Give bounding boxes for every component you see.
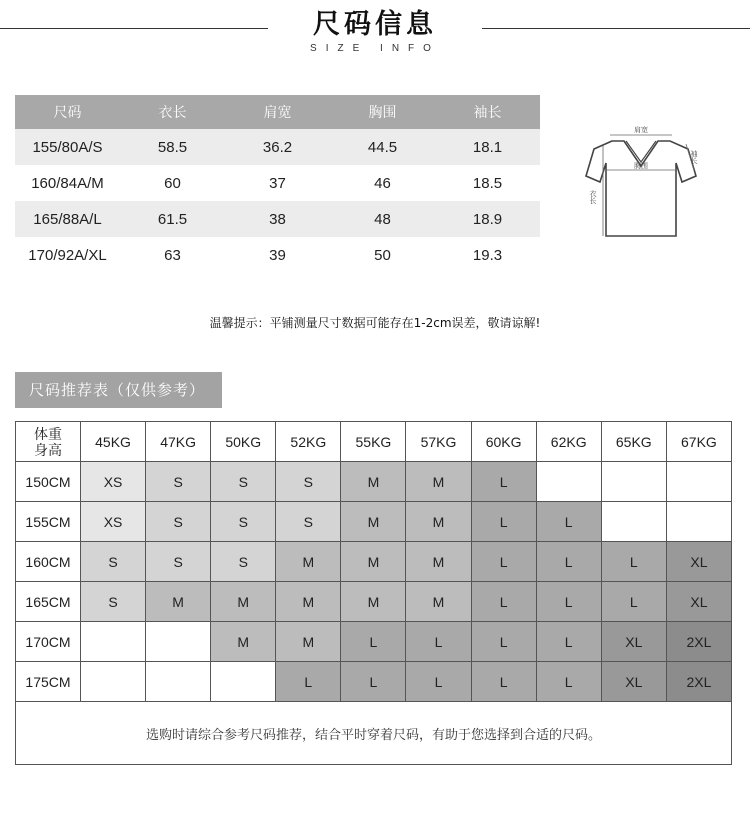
recommend-size-cell: L [406, 622, 471, 662]
recommend-size-cell: L [536, 502, 601, 542]
recommend-size-cell: M [406, 462, 471, 502]
recommend-size-cell [146, 662, 211, 702]
corner-cell [16, 422, 81, 462]
recommend-size-cell: L [471, 622, 536, 662]
recommend-size-cell: S [81, 582, 146, 622]
recommend-size-cell: XL [666, 542, 731, 582]
recommend-size-cell: L [471, 542, 536, 582]
size-cell: 19.3 [472, 246, 503, 264]
size-cell: 155/80A/S [15, 129, 120, 165]
title-rule-right [482, 28, 750, 29]
recommend-footer-row [16, 702, 732, 765]
size-table-row [15, 237, 540, 273]
weight-header: 47KG [146, 422, 211, 462]
recommend-size-cell: L [601, 582, 666, 622]
height-label: 165CM [16, 582, 81, 622]
size-cell: 160/84A/M [31, 174, 104, 192]
size-cell: 170/92A/XL [28, 246, 107, 264]
recommend-size-cell: M [341, 542, 406, 582]
recommend-size-cell: L [471, 662, 536, 702]
recommend-size-cell: L [601, 542, 666, 582]
size-cell: 63 [164, 246, 181, 264]
size-table-header: 衣长 [120, 95, 225, 129]
recommend-size-cell: L [471, 502, 536, 542]
weight-header: 65KG [601, 422, 666, 462]
recommend-size-cell: L [536, 622, 601, 662]
recommend-row [16, 462, 732, 502]
height-label: 170CM [16, 622, 81, 662]
recommend-size-cell [81, 662, 146, 702]
recommend-size-cell: M [341, 582, 406, 622]
recommend-row [16, 542, 732, 582]
recommend-table [15, 421, 732, 765]
recommend-size-cell: L [536, 582, 601, 622]
recommend-size-cell: L [406, 662, 471, 702]
size-cell: 18.1 [435, 129, 540, 165]
page-title: 尺码信息 [313, 9, 437, 40]
chest-label: 胸围 [634, 162, 648, 170]
recommend-size-cell: XS [81, 462, 146, 502]
weight-header: 60KG [471, 422, 536, 462]
recommend-size-cell [81, 622, 146, 662]
weight-header: 67KG [666, 422, 731, 462]
weight-header: 50KG [211, 422, 276, 462]
recommend-size-cell: M [341, 462, 406, 502]
recommend-row [16, 502, 732, 542]
recommend-row [16, 662, 732, 702]
height-label: 160CM [16, 542, 81, 582]
recommend-header-row [16, 422, 732, 462]
size-cell: 61.5 [120, 201, 225, 237]
size-table-header: 肩宽 [225, 95, 330, 129]
recommend-size-cell: S [146, 462, 211, 502]
size-table-header: 袖长 [435, 95, 540, 129]
size-cell: 50 [374, 246, 391, 264]
tshirt-diagram [580, 118, 705, 246]
corner-weight-label: 体重 [34, 425, 62, 442]
size-table-header-row [15, 95, 540, 129]
size-table-header: 胸围 [330, 95, 435, 129]
recommend-size-cell: 2XL [666, 622, 731, 662]
recommend-size-cell: M [406, 582, 471, 622]
recommend-size-cell: S [211, 462, 276, 502]
recommend-size-cell [601, 502, 666, 542]
recommend-footer: 选购时请综合参考尺码推荐，结合平时穿着尺码，有助于您选择到合适的尺码。 [16, 702, 732, 765]
recommend-size-cell: L [471, 462, 536, 502]
recommend-size-cell: M [211, 582, 276, 622]
height-label: 155CM [16, 502, 81, 542]
size-cell: 36.2 [225, 129, 330, 165]
recommend-size-cell: L [276, 662, 341, 702]
sleeve-label: 袖长 [690, 150, 698, 164]
page-subtitle: SIZE INFO [310, 43, 440, 54]
recommend-size-cell: XL [666, 582, 731, 622]
recommend-size-cell [536, 462, 601, 502]
recommend-size-cell [211, 662, 276, 702]
recommend-size-cell: L [471, 582, 536, 622]
recommend-size-cell: S [146, 502, 211, 542]
recommend-size-cell: S [211, 542, 276, 582]
size-table-row [15, 129, 540, 165]
recommend-size-cell: M [276, 622, 341, 662]
size-cell: 60 [164, 174, 181, 192]
recommend-size-cell: S [81, 542, 146, 582]
recommend-size-cell [666, 462, 731, 502]
shoulder-label: 肩宽 [634, 126, 648, 134]
weight-header: 55KG [341, 422, 406, 462]
recommend-size-cell: S [211, 502, 276, 542]
size-cell: 165/88A/L [15, 201, 120, 237]
weight-header: 62KG [536, 422, 601, 462]
recommend-size-cell: M [406, 502, 471, 542]
measurement-notice: 温馨提示：平铺测量尺寸数据可能存在1-2cm误差，敬请谅解! [209, 316, 541, 330]
tshirt-outline [586, 141, 696, 236]
size-cell: 44.5 [330, 129, 435, 165]
recommend-size-cell: L [536, 662, 601, 702]
recommend-size-cell: 2XL [666, 662, 731, 702]
recommend-size-cell: M [406, 542, 471, 582]
recommend-size-cell: S [276, 462, 341, 502]
recommend-size-cell: L [536, 542, 601, 582]
length-label: 衣长 [589, 190, 597, 204]
recommend-header: 尺码推荐表（仅供参考） [15, 372, 222, 408]
recommend-size-cell: XL [601, 622, 666, 662]
recommend-size-cell [146, 622, 211, 662]
weight-header: 45KG [81, 422, 146, 462]
size-cell: 18.5 [472, 174, 503, 192]
title-rule-left [0, 28, 268, 29]
height-label: 175CM [16, 662, 81, 702]
recommend-size-cell [601, 462, 666, 502]
size-cell: 46 [374, 174, 391, 192]
recommend-size-cell: M [276, 542, 341, 582]
recommend-size-cell: XS [81, 502, 146, 542]
size-table-row [15, 201, 540, 237]
size-table [15, 95, 540, 273]
recommend-size-cell [666, 502, 731, 542]
recommend-size-cell: M [146, 582, 211, 622]
size-table-row [15, 165, 540, 201]
recommend-size-cell: L [341, 662, 406, 702]
recommend-size-cell: S [276, 502, 341, 542]
size-cell: 58.5 [120, 129, 225, 165]
weight-header: 57KG [406, 422, 471, 462]
recommend-size-cell: M [276, 582, 341, 622]
corner-height-label: 身高 [34, 441, 62, 458]
recommend-size-cell: S [146, 542, 211, 582]
size-cell: 18.9 [435, 201, 540, 237]
size-cell: 37 [269, 174, 286, 192]
recommend-size-cell: XL [601, 662, 666, 702]
weight-header: 52KG [276, 422, 341, 462]
recommend-size-cell: L [341, 622, 406, 662]
recommend-row [16, 582, 732, 622]
size-table-header: 尺码 [15, 95, 120, 129]
size-cell: 38 [225, 201, 330, 237]
recommend-size-cell: M [341, 502, 406, 542]
recommend-row [16, 622, 732, 662]
size-cell: 39 [269, 246, 286, 264]
height-label: 150CM [16, 462, 81, 502]
size-cell: 48 [330, 201, 435, 237]
recommend-size-cell: M [211, 622, 276, 662]
